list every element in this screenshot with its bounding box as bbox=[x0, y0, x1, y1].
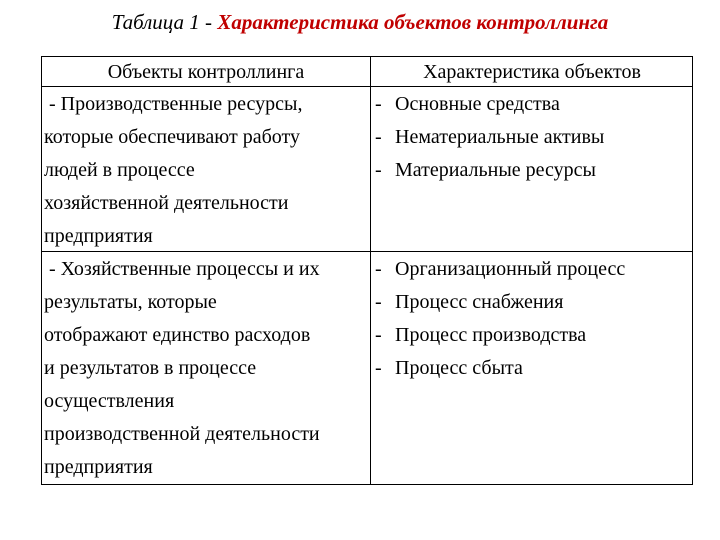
header-characteristics: Характеристика объектов bbox=[423, 61, 641, 83]
header-objects: Объекты контроллинга bbox=[107, 61, 305, 83]
bullet-dash: - bbox=[375, 357, 382, 379]
row-2-characteristics bbox=[375, 253, 691, 385]
list-item bbox=[375, 253, 691, 286]
list-item bbox=[375, 319, 691, 352]
caption-title: Характеристика объектов контроллинга bbox=[217, 10, 609, 34]
list-item-label: Основные средства bbox=[395, 93, 560, 115]
row-2-object bbox=[44, 253, 368, 484]
row-2-object-line: предприятия bbox=[44, 456, 153, 478]
row-1-object-line: хозяйственной деятельности bbox=[44, 192, 289, 214]
list-item bbox=[375, 88, 691, 121]
row-1-characteristics bbox=[375, 88, 691, 187]
caption-prefix: Таблица 1 - bbox=[111, 10, 218, 34]
list-item-label: Нематериальные активы bbox=[395, 126, 605, 148]
list-item bbox=[375, 286, 691, 319]
row-1-object bbox=[44, 88, 368, 253]
list-item-label: Процесс производства bbox=[395, 324, 587, 346]
table-caption bbox=[0, 8, 720, 36]
list-item-label: Процесс сбыта bbox=[395, 357, 523, 379]
row-2-object-line: осуществления bbox=[44, 390, 175, 412]
list-item-label: Материальные ресурсы bbox=[395, 159, 596, 181]
bullet-dash: - bbox=[375, 159, 382, 181]
row-1-object-line: людей в процессе bbox=[44, 159, 195, 181]
row-2-object-line: и результатов в процессе bbox=[44, 357, 257, 379]
row-2-object-line: - Хозяйственные процессы и их bbox=[44, 258, 320, 280]
row-2-object-line: результаты, которые bbox=[44, 291, 217, 313]
row-1-object-line: предприятия bbox=[44, 225, 153, 247]
row-1-object-line: которые обеспечивают работу bbox=[44, 126, 300, 148]
list-item-label: Организационный процесс bbox=[395, 258, 626, 280]
list-item bbox=[375, 121, 691, 154]
bullet-dash: - bbox=[375, 291, 382, 313]
bullet-dash: - bbox=[375, 126, 382, 148]
controlling-objects-table bbox=[41, 56, 693, 485]
bullet-dash: - bbox=[375, 93, 382, 115]
column-divider bbox=[370, 57, 371, 484]
list-item bbox=[375, 154, 691, 187]
row-2-object-line: отображают единство расходов bbox=[44, 324, 311, 346]
list-item bbox=[375, 352, 691, 385]
bullet-dash: - bbox=[375, 324, 382, 346]
row-1-object-line: - Производственные ресурсы, bbox=[44, 93, 303, 115]
bullet-dash: - bbox=[375, 258, 382, 280]
row-2-object-line: производственной деятельности bbox=[44, 423, 320, 445]
list-item-label: Процесс снабжения bbox=[395, 291, 564, 313]
